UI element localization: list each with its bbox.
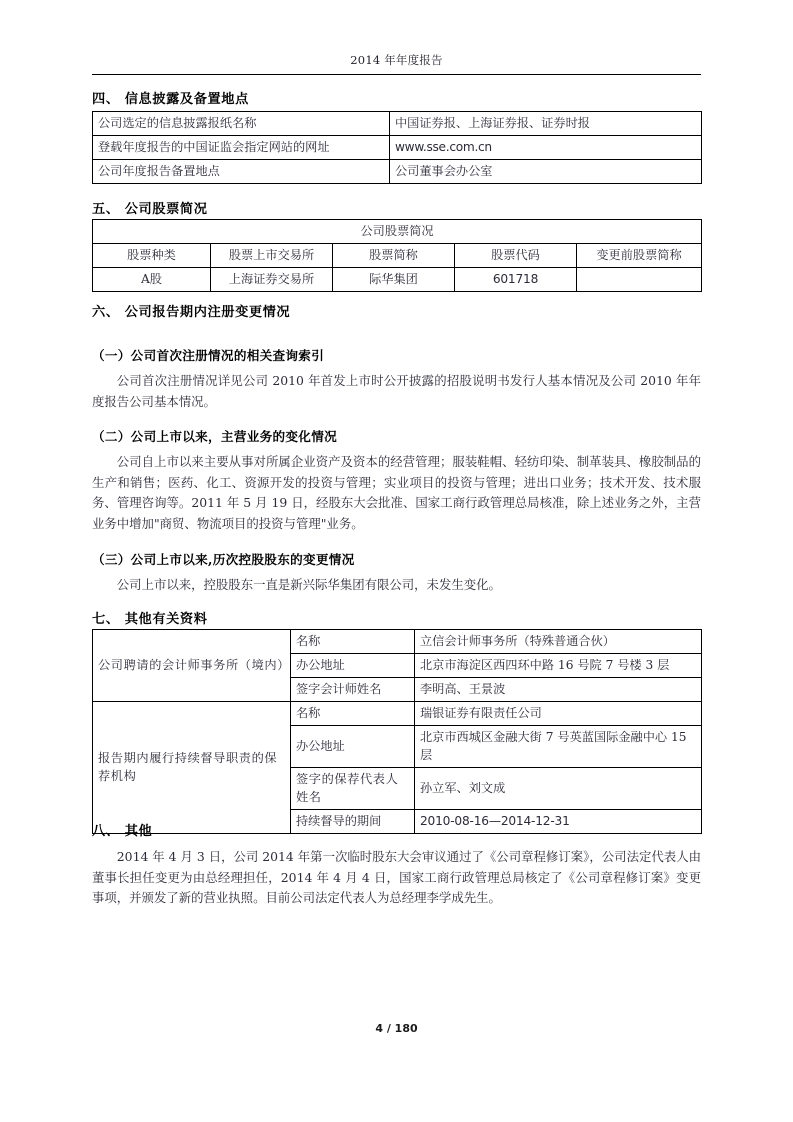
disclosure-label-0: 公司选定的信息披露报纸名称 xyxy=(93,112,390,136)
table-row xyxy=(93,702,702,726)
auditor-value-2: 李明高、王景波 xyxy=(415,678,702,702)
page-footer: 4 / 180 xyxy=(375,1022,418,1035)
section-seven-heading: 七、 其他有关资料 xyxy=(92,612,208,627)
table-row xyxy=(93,268,702,292)
auditor-value-0: 立信会计师事务所（特殊普通合伙） xyxy=(415,630,702,654)
sub-three-paragraph: 公司上市以来，控股股东一直是新兴际华集团有限公司，未发生变化。 xyxy=(116,577,501,592)
sub-one-paragraph: 公司首次注册情况详见公司 2010 年首发上市时公开披露的招股说明书发行人基本情况及公司 2010 年年度报告公司基本情况。 xyxy=(92,373,701,409)
disclosure-value-0: 中国证券报、上海证券报、证券时报 xyxy=(390,112,702,136)
auditor-field-1: 办公地址 xyxy=(291,654,415,678)
stock-value-0: A股 xyxy=(93,268,211,292)
stock-profile-table xyxy=(92,219,702,292)
sub-two-paragraph: 公司自上市以来主要从事对所属企业资产及资本的经营管理；服装鞋帽、轻纺印染、制革装具、橡胶制品的生产和销售；医药、化工、资源开发的投资与管理；实业项目的投资与管理；进出口业务；技术开发、技术服务、管理咨询等。2011 年 5 月 19 日，经股东大会批准、国家工商行政管理总局核准，除上述业务之外，主营业务中增加"商贸、物流项目的投资与管理"业务。 xyxy=(92,454,701,531)
stock-value-3: 601718 xyxy=(455,268,577,292)
section-six-heading: 六、 公司报告期内注册变更情况 xyxy=(92,305,291,320)
disclosure-label-2: 公司年度报告备置地点 xyxy=(93,160,390,184)
other-information-table xyxy=(92,629,702,834)
disclosure-label-1: 登载年度报告的中国证监会指定网站的网址 xyxy=(93,136,390,160)
sponsor-field-2: 签字的保荐代表人姓名 xyxy=(291,768,415,810)
section-seven xyxy=(92,608,701,627)
auditor-field-2: 签字会计师姓名 xyxy=(291,678,415,702)
stock-col-3: 股票代码 xyxy=(455,244,577,268)
sponsor-value-2: 孙立军、刘文成 xyxy=(415,768,702,810)
sponsor-group-label: 报告期内履行持续督导职责的保荐机构 xyxy=(93,702,291,834)
section-seven-table-wrap xyxy=(92,629,701,834)
sponsor-field-1: 办公地址 xyxy=(291,726,415,768)
sponsor-field-0: 名称 xyxy=(291,702,415,726)
stock-value-1: 上海证券交易所 xyxy=(211,268,333,292)
stock-value-4 xyxy=(577,268,702,292)
sponsor-value-3: 2010-08-16—2014-12-31 xyxy=(415,810,702,834)
section-eight-paragraph: 2014 年 4 月 3 日，公司 2014 年第一次临时股东大会审议通过了《公司章程修订案》，公司法定代表人由董事长担任变更为由总经理担任，2014 年 4 月 4 日，国家工商行政管理总局核定了《公司章程修订案》变更事项，并颁发了新的营业执照。目前公司法定代表人为总经理李学成先生。 xyxy=(92,849,701,905)
section-four-table-wrap xyxy=(92,111,701,184)
table-row xyxy=(93,136,702,160)
disclosure-website-url[interactable]: www.sse.com.cn xyxy=(390,136,702,160)
section-six-sub-three xyxy=(92,549,701,596)
section-four xyxy=(92,88,701,107)
section-four-heading: 四、 信息披露及备置地点 xyxy=(92,92,249,107)
table-row xyxy=(93,160,702,184)
running-header: 2014 年年度报告 xyxy=(350,53,443,67)
section-five-table-wrap xyxy=(92,219,701,292)
section-five xyxy=(92,198,701,217)
table-row xyxy=(93,630,702,654)
table-header-row xyxy=(93,244,702,268)
section-six-sub-one xyxy=(92,345,701,412)
auditor-value-1: 北京市海淀区西四环中路 16 号院 7 号楼 3 层 xyxy=(415,654,702,678)
header-divider xyxy=(92,74,701,75)
stock-col-4: 变更前股票简称 xyxy=(577,244,702,268)
section-six xyxy=(92,301,701,320)
stock-col-0: 股票种类 xyxy=(93,244,211,268)
sponsor-value-1: 北京市西城区金融大街 7 号英蓝国际金融中心 15 层 xyxy=(415,726,702,768)
sub-three-heading: （三）公司上市以来,历次控股股东的变更情况 xyxy=(92,552,355,567)
auditor-field-0: 名称 xyxy=(291,630,415,654)
table-row xyxy=(93,220,702,244)
section-eight xyxy=(92,820,701,909)
sub-two-heading: （二）公司上市以来，主营业务的变化情况 xyxy=(92,429,337,444)
sponsor-field-3: 持续督导的期间 xyxy=(291,810,415,834)
stock-col-2: 股票简称 xyxy=(333,244,455,268)
auditor-group-label: 公司聘请的会计师事务所（境内） xyxy=(93,630,291,702)
disclosure-table xyxy=(92,111,702,184)
section-five-heading: 五、 公司股票简况 xyxy=(92,202,208,217)
table-row xyxy=(93,112,702,136)
sponsor-value-0: 瑞银证券有限责任公司 xyxy=(415,702,702,726)
section-six-sub-two xyxy=(92,426,701,534)
disclosure-value-2: 公司董事会办公室 xyxy=(390,160,702,184)
stock-value-2: 际华集团 xyxy=(333,268,455,292)
section-eight-heading: 八、 其他 xyxy=(92,824,153,839)
sub-one-heading: （一）公司首次注册情况的相关查询索引 xyxy=(92,348,325,363)
stock-table-title: 公司股票简况 xyxy=(93,220,702,244)
stock-col-1: 股票上市交易所 xyxy=(211,244,333,268)
